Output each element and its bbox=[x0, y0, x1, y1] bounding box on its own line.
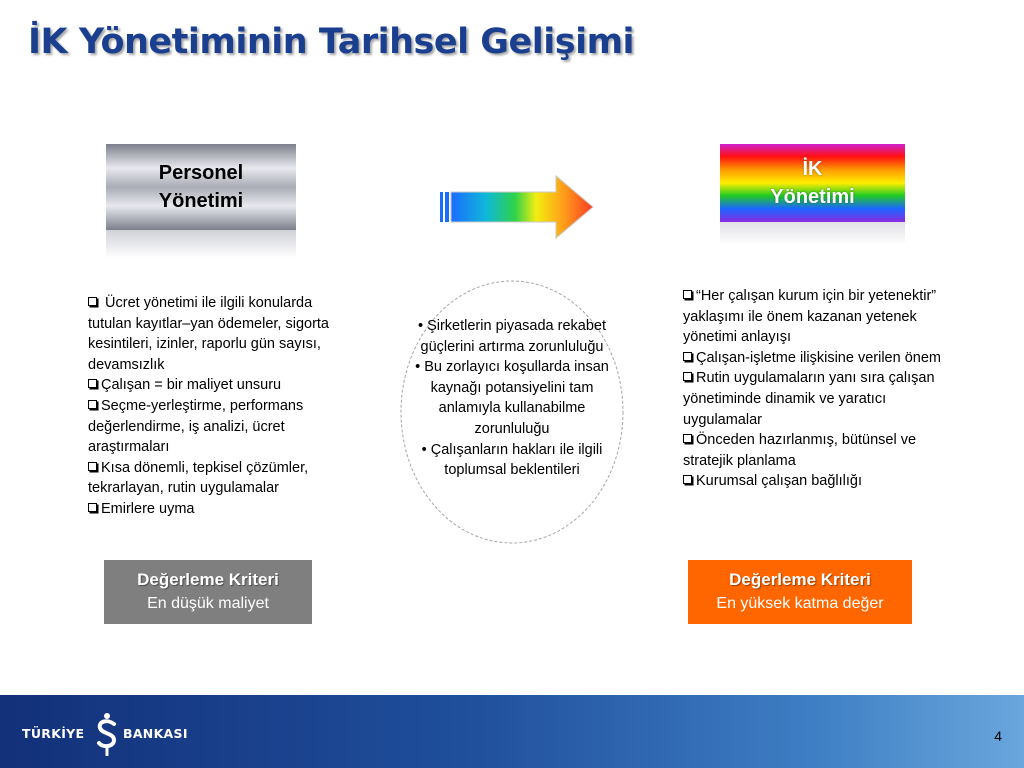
list-item: Önceden hazırlanmış, bütünsel ve stratejik planlama bbox=[683, 432, 917, 469]
checkbox-icon bbox=[88, 297, 97, 306]
list-item: Seçme-yerleştirme, performans değerlendirme, iş analizi, ücret araştırmaları bbox=[88, 397, 304, 456]
left-criteria-subtitle: En düşük maliyet bbox=[147, 595, 269, 612]
personel-box-line1: Personel bbox=[158, 162, 244, 184]
ik-features-list bbox=[683, 286, 963, 492]
list-item: Rutin uygulamaların yanı sıra çalışan yönetiminde dinamik ve yaratıcı uygulamalar bbox=[683, 370, 935, 428]
ik-box-line2: Yönetimi bbox=[770, 186, 855, 208]
left-criteria-box bbox=[104, 560, 312, 624]
drivers-bullet-list bbox=[413, 316, 611, 481]
isbank-logo bbox=[22, 712, 202, 756]
page-number: 4 bbox=[994, 728, 1002, 744]
checkbox-icon bbox=[683, 352, 692, 361]
checkbox-icon bbox=[683, 434, 692, 443]
list-item: Ücret yönetimi ile ilgili konularda tutulan kayıtlar–yan ödemeler, sigorta kesintileri, izinler, raporlu gün sayısı, devamsızlık bbox=[88, 295, 329, 373]
bullet-item: • Çalışanların hakları ile ilgili toplumsal beklentileri bbox=[421, 441, 603, 479]
ik-yonetimi-box bbox=[720, 144, 905, 222]
checkbox-icon bbox=[88, 400, 97, 409]
ik-box-reflection bbox=[720, 222, 905, 246]
checkbox-icon bbox=[88, 379, 97, 388]
right-criteria-box bbox=[688, 560, 912, 624]
slide-title: İK Yönetiminin Tarihsel Gelişimi bbox=[28, 22, 635, 62]
list-item: Çalışan-işletme ilişkisine verilen önem bbox=[683, 348, 963, 369]
checkbox-icon bbox=[88, 503, 97, 512]
personel-box-reflection bbox=[106, 230, 296, 258]
list-item: “Her çalışan kurum için bir yetenektir” yaklaşımı ile önem kazanan yetenek yönetimi anlayışı bbox=[683, 288, 937, 346]
ik-box-line1: İK bbox=[802, 158, 823, 180]
bullet-item: • Şirketlerin piyasada rekabet güçlerini artırma zorunluluğu bbox=[417, 318, 607, 355]
personel-box-line2: Yönetimi bbox=[158, 190, 244, 212]
left-criteria-title: Değerleme Kriteri bbox=[137, 570, 279, 589]
list-item: Çalışan = bir maliyet unsuru bbox=[88, 375, 338, 396]
bullet-item: • Bu zorlayıcı koşullarda insan kaynağı potansiyelini tam anlamıyla kullanabilme zorunluluğu bbox=[415, 359, 609, 437]
gradient-arrow-icon bbox=[438, 172, 598, 242]
right-criteria-subtitle: En yüksek katma değer bbox=[716, 595, 884, 612]
personel-features-list bbox=[88, 293, 338, 520]
personel-yonetimi-box bbox=[106, 144, 296, 230]
list-item: Kısa dönemli, tepkisel çözümler, tekrarlayan, rutin uygulamalar bbox=[88, 459, 309, 497]
logo-text-right: BANKASI bbox=[123, 726, 188, 741]
checkbox-icon bbox=[88, 462, 97, 471]
checkbox-icon bbox=[683, 475, 692, 484]
list-item: Kurumsal çalışan bağlılığı bbox=[683, 471, 963, 492]
logo-text-left: TÜRKİYE bbox=[22, 726, 85, 741]
checkbox-icon bbox=[683, 372, 692, 381]
checkbox-icon bbox=[683, 290, 692, 299]
list-item: Emirlere uyma bbox=[88, 499, 338, 520]
isbank-logo-icon bbox=[94, 712, 120, 756]
right-criteria-title: Değerleme Kriteri bbox=[729, 570, 871, 589]
